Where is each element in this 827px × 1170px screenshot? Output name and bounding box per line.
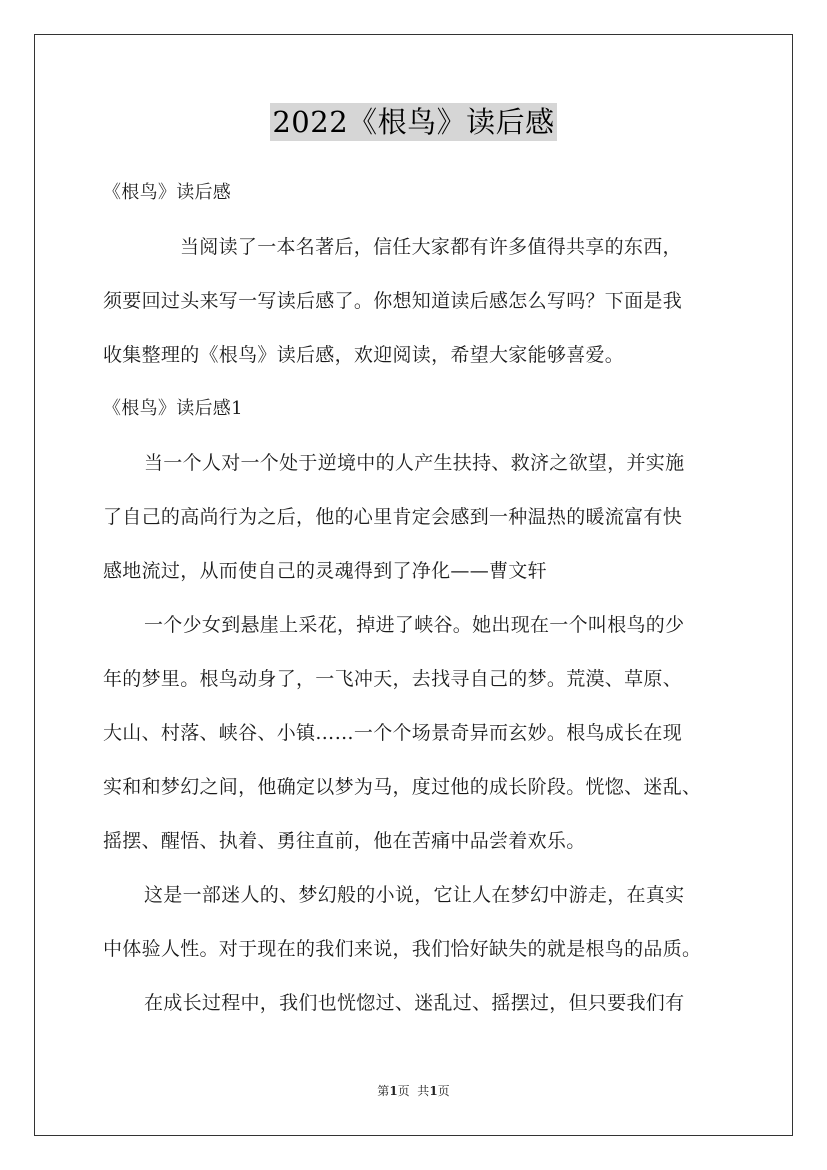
subtitle: 《根鸟》读后感 (103, 182, 232, 203)
footer-page-suffix: 页 (437, 1084, 450, 1098)
body-line-7: 实和和梦幻之间，他确定以梦为马，度过他的成长阶段。恍惚、迷乱、 (103, 776, 702, 798)
body-line-5: 年的梦里。根鸟动身了，一飞冲天，去找寻自己的梦。荒漠、草原、 (103, 668, 683, 690)
footer-page-mid: 页 共 (397, 1084, 430, 1098)
body-line-11: 在成长过程中，我们也恍惚过、迷乱过、摇摆过，但只要我们有 (144, 992, 685, 1014)
body-line-10: 中体验人性。对于现在的我们来说，我们恰好缺失的就是根鸟的品质。 (103, 938, 702, 960)
title-container (0, 103, 827, 141)
intro-line-1: 当阅读了一本名著后，信任大家都有许多值得共享的东西， (180, 236, 682, 258)
body-line-1: 当一个人对一个处于逆境中的人产生扶持、救济之欲望，并实施 (144, 452, 685, 474)
page-footer (0, 1082, 827, 1099)
footer-page-prefix: 第 (377, 1084, 390, 1098)
intro-line-3: 收集整理的《根鸟》读后感，欢迎阅读，希望大家能够喜爱。 (103, 344, 625, 366)
footer-page-number: 1 (389, 1084, 398, 1098)
body-line-6: 大山、村落、峡谷、小镇……一个个场景奇异而玄妙。根鸟成长在现 (103, 722, 683, 744)
body-line-3: 感地流过，从而使自己的灵魂得到了净化——曹文轩 (103, 560, 547, 582)
intro-line-2: 须要回过头来写一写读后感了。你想知道读后感怎么写吗？下面是我 (103, 290, 683, 312)
section-heading: 《根鸟》读后感1 (103, 398, 243, 419)
footer-page-total: 1 (429, 1084, 438, 1098)
document-title: 2022《根鸟》读后感 (272, 105, 555, 139)
body-line-2: 了自己的高尚行为之后，他的心里肯定会感到一种温热的暖流富有快 (103, 506, 683, 528)
body-line-9: 这是一部迷人的、梦幻般的小说，它让人在梦幻中游走，在真实 (144, 884, 685, 906)
body-line-4: 一个少女到悬崖上采花，掉进了峡谷。她出现在一个叫根鸟的少 (144, 614, 685, 636)
body-line-8: 摇摆、醒悟、执着、勇往直前，他在苦痛中品尝着欢乐。 (103, 830, 586, 852)
